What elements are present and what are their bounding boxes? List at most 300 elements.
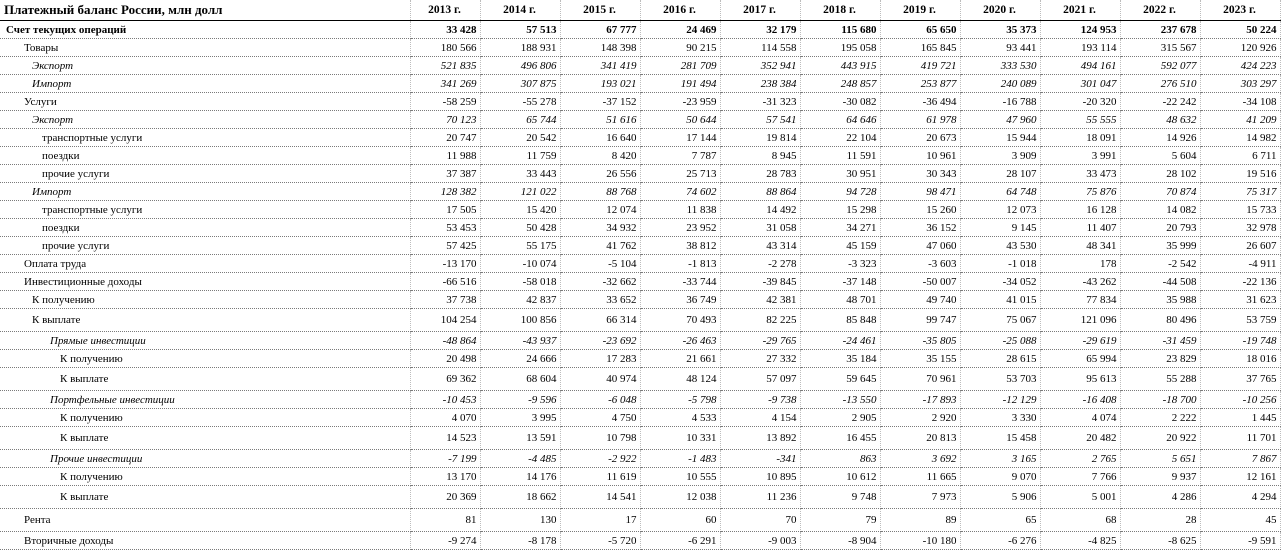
value-cell: 341 419 [560,57,640,75]
value-cell: 419 721 [880,57,960,75]
year-header: 2016 г. [640,0,720,21]
value-cell: -4 485 [480,450,560,468]
value-cell: 114 558 [720,39,800,57]
value-cell: 496 806 [480,57,560,75]
value-cell: -58 259 [410,93,480,111]
value-cell: 20 673 [880,129,960,147]
value-cell: -34 108 [1200,93,1280,111]
value-cell: 45 [1200,509,1280,532]
value-cell: 8 945 [720,147,800,165]
value-cell: 5 001 [1040,486,1120,509]
value-cell: 37 738 [410,291,480,309]
value-cell: -34 052 [960,273,1040,291]
value-cell: 16 640 [560,129,640,147]
value-cell: 5 651 [1120,450,1200,468]
value-cell: 88 864 [720,183,800,201]
value-cell: 94 728 [800,183,880,201]
value-cell: -7 199 [410,450,480,468]
value-cell: 307 875 [480,75,560,93]
value-cell: 193 021 [560,75,640,93]
value-cell: 31 623 [1200,291,1280,309]
value-cell: 49 740 [880,291,960,309]
value-cell: 41 209 [1200,111,1280,129]
value-cell: -29 619 [1040,332,1120,350]
value-cell: 50 428 [480,219,560,237]
value-cell: 9 145 [960,219,1040,237]
value-cell: 9 748 [800,486,880,509]
value-cell: 48 124 [640,368,720,391]
value-cell: 276 510 [1120,75,1200,93]
row-label: транспортные услуги [0,129,410,147]
value-cell: 165 845 [880,39,960,57]
value-cell: 21 661 [640,350,720,368]
value-cell: 77 834 [1040,291,1120,309]
row-label: Экспорт [0,57,410,75]
value-cell: 30 343 [880,165,960,183]
row-label: поездки [0,147,410,165]
value-cell: -31 323 [720,93,800,111]
row-label: К выплате [0,486,410,509]
value-cell: 93 441 [960,39,1040,57]
value-cell: 37 765 [1200,368,1280,391]
value-cell: 494 161 [1040,57,1120,75]
value-cell: 28 783 [720,165,800,183]
value-cell: 7 867 [1200,450,1280,468]
row-label: Прямые инвестиции [0,332,410,350]
value-cell: 18 016 [1200,350,1280,368]
table-title: Платежный баланс России, млн долл [0,0,410,21]
value-cell: 100 856 [480,309,560,332]
value-cell: -48 864 [410,332,480,350]
value-cell: -31 459 [1120,332,1200,350]
value-cell: 57 425 [410,237,480,255]
value-cell: 3 995 [480,409,560,427]
value-cell: -4 911 [1200,255,1280,273]
value-cell: 20 498 [410,350,480,368]
value-cell: 59 645 [800,368,880,391]
year-header: 2018 г. [800,0,880,21]
value-cell: 33 652 [560,291,640,309]
row-label: транспортные услуги [0,201,410,219]
value-cell: -12 129 [960,391,1040,409]
value-cell: 51 616 [560,111,640,129]
value-cell: 11 838 [640,201,720,219]
value-cell: 60 [640,509,720,532]
value-cell: 237 678 [1120,21,1200,39]
table-row [0,450,1280,468]
value-cell: 70 123 [410,111,480,129]
value-cell: 7 766 [1040,468,1120,486]
value-cell: -39 845 [720,273,800,291]
value-cell: 5 604 [1120,147,1200,165]
value-cell: 35 373 [960,21,1040,39]
value-cell: 6 711 [1200,147,1280,165]
value-cell: 4 154 [720,409,800,427]
value-cell: 47 960 [960,111,1040,129]
value-cell: 2 222 [1120,409,1200,427]
value-cell: 2 765 [1040,450,1120,468]
value-cell: 75 876 [1040,183,1120,201]
value-cell: -13 170 [410,255,480,273]
value-cell: -10 180 [880,532,960,550]
value-cell: -3 603 [880,255,960,273]
value-cell: -50 007 [880,273,960,291]
value-cell: 24 666 [480,350,560,368]
value-cell: 3 165 [960,450,1040,468]
row-label: К выплате [0,427,410,450]
table-row [0,486,1280,509]
value-cell: 7 787 [640,147,720,165]
value-cell: 66 314 [560,309,640,332]
value-cell: 11 988 [410,147,480,165]
value-cell: -5 798 [640,391,720,409]
value-cell: -43 262 [1040,273,1120,291]
table-body [0,21,1280,550]
value-cell: 240 089 [960,75,1040,93]
value-cell: 148 398 [560,39,640,57]
table-row [0,391,1280,409]
value-cell: 47 060 [880,237,960,255]
row-label: прочие услуги [0,165,410,183]
row-label: Товары [0,39,410,57]
value-cell: -6 048 [560,391,640,409]
value-cell: 70 [720,509,800,532]
value-cell: 178 [1040,255,1120,273]
value-cell: -37 152 [560,93,640,111]
value-cell: 14 982 [1200,129,1280,147]
value-cell: 20 482 [1040,427,1120,450]
value-cell: 12 038 [640,486,720,509]
value-cell: 53 759 [1200,309,1280,332]
value-cell: 18 662 [480,486,560,509]
value-cell: 65 650 [880,21,960,39]
table-row [0,509,1280,532]
value-cell: -29 765 [720,332,800,350]
value-cell: -1 483 [640,450,720,468]
value-cell: -66 516 [410,273,480,291]
row-label: К получению [0,468,410,486]
value-cell: -23 692 [560,332,640,350]
value-cell: 3 909 [960,147,1040,165]
value-cell: 57 097 [720,368,800,391]
value-cell: 253 877 [880,75,960,93]
value-cell: 65 744 [480,111,560,129]
value-cell: 193 114 [1040,39,1120,57]
year-header: 2015 г. [560,0,640,21]
table-row [0,273,1280,291]
value-cell: -341 [720,450,800,468]
value-cell: 14 523 [410,427,480,450]
value-cell: 69 362 [410,368,480,391]
value-cell: 36 749 [640,291,720,309]
table-row [0,291,1280,309]
value-cell: -32 662 [560,273,640,291]
value-cell: 19 516 [1200,165,1280,183]
value-cell: -3 323 [800,255,880,273]
value-cell: 70 493 [640,309,720,332]
value-cell: 10 961 [880,147,960,165]
value-cell: 121 022 [480,183,560,201]
value-cell: 4 294 [1200,486,1280,509]
value-cell: -2 542 [1120,255,1200,273]
value-cell: -2 278 [720,255,800,273]
value-cell: 4 750 [560,409,640,427]
value-cell: 74 602 [640,183,720,201]
value-cell: 38 812 [640,237,720,255]
value-cell: 64 748 [960,183,1040,201]
value-cell: -1 018 [960,255,1040,273]
value-cell: 28 107 [960,165,1040,183]
value-cell: 121 096 [1040,309,1120,332]
value-cell: 9 070 [960,468,1040,486]
value-cell: 10 331 [640,427,720,450]
value-cell: 99 747 [880,309,960,332]
value-cell: 37 387 [410,165,480,183]
year-header: 2022 г. [1120,0,1200,21]
table-row [0,183,1280,201]
value-cell: 191 494 [640,75,720,93]
year-header: 2019 г. [880,0,960,21]
value-cell: -58 018 [480,273,560,291]
value-cell: 7 973 [880,486,960,509]
value-cell: 20 542 [480,129,560,147]
row-label: Портфельные инвестиции [0,391,410,409]
value-cell: 15 260 [880,201,960,219]
value-cell: 9 937 [1120,468,1200,486]
value-cell: -8 904 [800,532,880,550]
value-cell: -22 242 [1120,93,1200,111]
value-cell: 89 [880,509,960,532]
value-cell: 4 070 [410,409,480,427]
value-cell: -33 744 [640,273,720,291]
value-cell: 55 555 [1040,111,1120,129]
value-cell: 315 567 [1120,39,1200,57]
value-cell: -30 082 [800,93,880,111]
value-cell: 333 530 [960,57,1040,75]
value-cell: 2 905 [800,409,880,427]
value-cell: 27 332 [720,350,800,368]
row-label: Вторичные доходы [0,532,410,550]
header-row [0,0,1280,21]
table-row [0,255,1280,273]
value-cell: 13 892 [720,427,800,450]
value-cell: 11 665 [880,468,960,486]
value-cell: 17 505 [410,201,480,219]
value-cell: 23 829 [1120,350,1200,368]
value-cell: 68 604 [480,368,560,391]
value-cell: -44 508 [1120,273,1200,291]
value-cell: 180 566 [410,39,480,57]
value-cell: 45 159 [800,237,880,255]
value-cell: 48 632 [1120,111,1200,129]
value-cell: 12 161 [1200,468,1280,486]
value-cell: 57 541 [720,111,800,129]
row-label: Оплата труда [0,255,410,273]
value-cell: 14 541 [560,486,640,509]
value-cell: 98 471 [880,183,960,201]
value-cell: 3 330 [960,409,1040,427]
value-cell: -10 074 [480,255,560,273]
row-label: К получению [0,291,410,309]
value-cell: 95 613 [1040,368,1120,391]
value-cell: 303 297 [1200,75,1280,93]
value-cell: -2 922 [560,450,640,468]
value-cell: 15 298 [800,201,880,219]
row-label: К выплате [0,309,410,332]
value-cell: 70 874 [1120,183,1200,201]
value-cell: 238 384 [720,75,800,93]
table-row [0,309,1280,332]
row-label: К получению [0,409,410,427]
row-label: Инвестиционные доходы [0,273,410,291]
value-cell: -36 494 [880,93,960,111]
value-cell: 82 225 [720,309,800,332]
value-cell: 19 814 [720,129,800,147]
value-cell: 34 271 [800,219,880,237]
value-cell: -19 748 [1200,332,1280,350]
value-cell: 115 680 [800,21,880,39]
value-cell: 40 974 [560,368,640,391]
value-cell: 14 926 [1120,129,1200,147]
year-header: 2014 г. [480,0,560,21]
value-cell: 12 073 [960,201,1040,219]
value-cell: -17 893 [880,391,960,409]
value-cell: 11 407 [1040,219,1120,237]
value-cell: 2 920 [880,409,960,427]
value-cell: 10 612 [800,468,880,486]
value-cell: -4 825 [1040,532,1120,550]
value-cell: 12 074 [560,201,640,219]
table-row [0,147,1280,165]
value-cell: 50 644 [640,111,720,129]
value-cell: -9 596 [480,391,560,409]
value-cell: 61 978 [880,111,960,129]
row-label: Импорт [0,183,410,201]
row-label: К выплате [0,368,410,391]
table-row [0,57,1280,75]
value-cell: 48 341 [1040,237,1120,255]
value-cell: 20 813 [880,427,960,450]
row-label: Рента [0,509,410,532]
value-cell: 81 [410,509,480,532]
value-cell: 13 170 [410,468,480,486]
value-cell: 43 530 [960,237,1040,255]
value-cell: 104 254 [410,309,480,332]
value-cell: 195 058 [800,39,880,57]
value-cell: -5 104 [560,255,640,273]
table-row [0,165,1280,183]
value-cell: -24 461 [800,332,880,350]
value-cell: -55 278 [480,93,560,111]
value-cell: -8 625 [1120,532,1200,550]
value-cell: 128 382 [410,183,480,201]
value-cell: 248 857 [800,75,880,93]
row-label: Прочие инвестиции [0,450,410,468]
value-cell: 57 513 [480,21,560,39]
row-label: прочие услуги [0,237,410,255]
value-cell: 352 941 [720,57,800,75]
value-cell: 15 420 [480,201,560,219]
value-cell: -10 256 [1200,391,1280,409]
table-row [0,427,1280,450]
value-cell: 43 314 [720,237,800,255]
value-cell: 11 759 [480,147,560,165]
table-row [0,201,1280,219]
value-cell: -5 720 [560,532,640,550]
value-cell: -16 408 [1040,391,1120,409]
table-row [0,332,1280,350]
value-cell: 31 058 [720,219,800,237]
value-cell: 26 607 [1200,237,1280,255]
value-cell: -9 591 [1200,532,1280,550]
value-cell: 53 453 [410,219,480,237]
row-label: Услуги [0,93,410,111]
year-header: 2013 г. [410,0,480,21]
value-cell: 188 931 [480,39,560,57]
table-row [0,350,1280,368]
year-header: 2023 г. [1200,0,1280,21]
value-cell: 281 709 [640,57,720,75]
row-label: Импорт [0,75,410,93]
table-row [0,21,1280,39]
value-cell: 30 951 [800,165,880,183]
value-cell: 17 283 [560,350,640,368]
value-cell: 35 155 [880,350,960,368]
value-cell: 124 953 [1040,21,1120,39]
year-header: 2021 г. [1040,0,1120,21]
value-cell: 5 906 [960,486,1040,509]
value-cell: 41 015 [960,291,1040,309]
value-cell: 592 077 [1120,57,1200,75]
value-cell: 15 458 [960,427,1040,450]
value-cell: 88 768 [560,183,640,201]
value-cell: 443 915 [800,57,880,75]
table-row [0,368,1280,391]
row-label: К получению [0,350,410,368]
value-cell: 65 994 [1040,350,1120,368]
value-cell: 23 952 [640,219,720,237]
value-cell: -35 805 [880,332,960,350]
value-cell: 42 381 [720,291,800,309]
value-cell: 50 224 [1200,21,1280,39]
value-cell: -23 959 [640,93,720,111]
value-cell: -26 463 [640,332,720,350]
value-cell: 55 175 [480,237,560,255]
value-cell: -9 003 [720,532,800,550]
table-row [0,75,1280,93]
value-cell: 35 988 [1120,291,1200,309]
value-cell: 11 619 [560,468,640,486]
value-cell: 4 533 [640,409,720,427]
value-cell: 10 895 [720,468,800,486]
value-cell: -22 136 [1200,273,1280,291]
value-cell: 301 047 [1040,75,1120,93]
value-cell: -43 937 [480,332,560,350]
table-row [0,468,1280,486]
value-cell: 120 926 [1200,39,1280,57]
value-cell: -25 088 [960,332,1040,350]
value-cell: 53 703 [960,368,1040,391]
value-cell: 55 288 [1120,368,1200,391]
table-row [0,409,1280,427]
value-cell: 32 179 [720,21,800,39]
value-cell: 11 591 [800,147,880,165]
value-cell: 10 798 [560,427,640,450]
value-cell: 79 [800,509,880,532]
value-cell: 80 496 [1120,309,1200,332]
value-cell: 24 469 [640,21,720,39]
value-cell: -16 788 [960,93,1040,111]
